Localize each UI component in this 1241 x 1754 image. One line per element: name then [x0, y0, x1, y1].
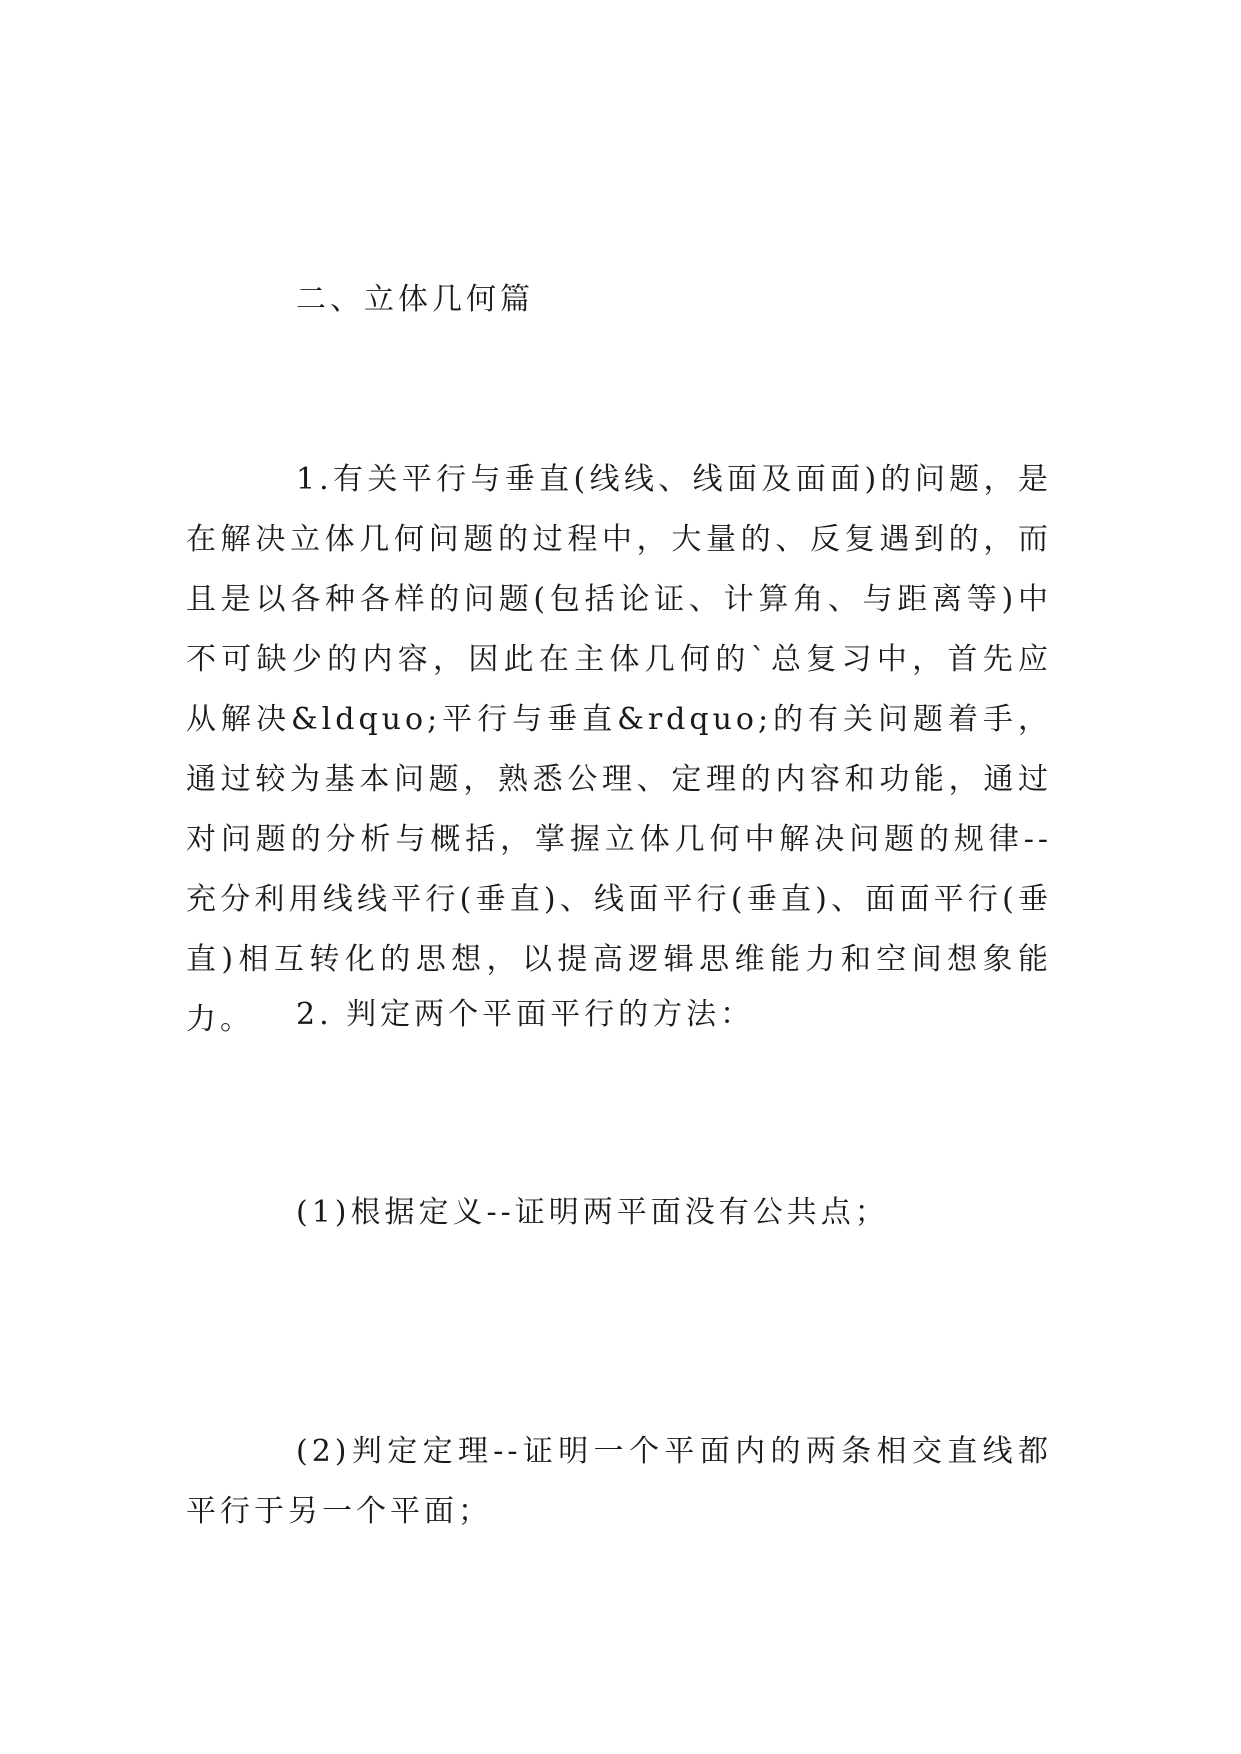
- section-heading: 二、立体几何篇: [296, 282, 534, 317]
- paragraph-method-theorem: (2)判定定理--证明一个平面内的两条相交直线都平行于另一个平面；: [186, 1434, 1052, 1529]
- paragraph-plane-parallel-methods: 2. 判定两个平面平行的方法：: [296, 997, 755, 1032]
- paragraph-method-definition: (1)根据定义--证明两平面没有公共点；: [296, 1195, 889, 1230]
- paragraph-parallel-perpendicular: 1.有关平行与垂直(线线、线面及面面)的问题，是在解决立体几何问题的过程中，大量的、反复遇到的，而且是以各种各样的问题(包括论证、计算角、与距离等)中不可缺少的内容，因此在主体几何的`总复习中，首先应从解决&ldquo;平行与垂直&rdquo;的有关问题着手，通过较为基本问题，熟悉公理、定理的内容和功能，通过对问题的分析与概括，掌握立体几何中解决问题的规律--充分利用线线平行(垂直)、线面平行(垂直)、面面平行(垂直)相互转化的思想，以提高逻辑思维能力和空间想象能力。: [186, 462, 1052, 1037]
